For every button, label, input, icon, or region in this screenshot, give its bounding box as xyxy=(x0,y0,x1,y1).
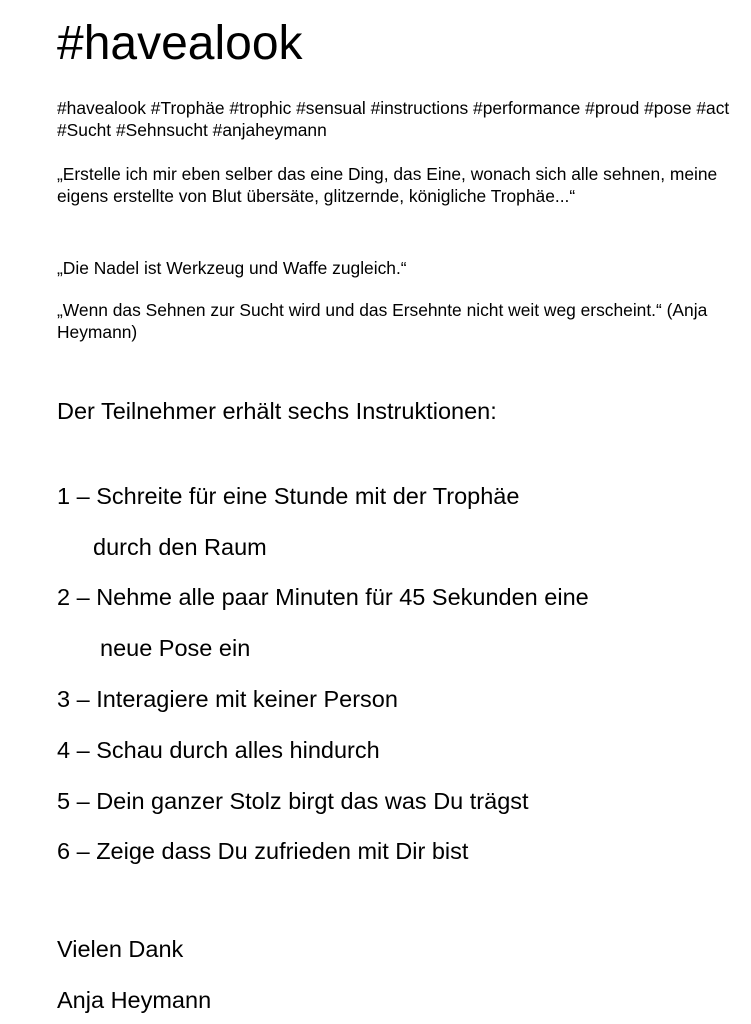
instruction-3: 3 – Interagiere mit keiner Person xyxy=(57,686,398,712)
author-signature: Anja Heymann xyxy=(57,987,212,1013)
instruction-1: 1 – Schreite für eine Stunde mit der Trophäe xyxy=(57,483,520,509)
quote-longing: „Wenn das Sehnen zur Sucht wird und das Ersehnte nicht weit weg erscheint.“ (Anja Heymann) xyxy=(57,300,708,342)
instruction-1-continuation: durch den Raum xyxy=(93,534,267,560)
instruction-5: 5 – Dein ganzer Stolz birgt das was Du trägst xyxy=(57,788,529,814)
instruction-6: 6 – Zeige dass Du zufrieden mit Dir bist xyxy=(57,838,469,864)
page-title: #havealook xyxy=(57,17,303,70)
instruction-2-continuation: neue Pose ein xyxy=(100,635,251,661)
quote-trophy: „Erstelle ich mir eben selber das eine Ding, das Eine, wonach sich alle sehnen, meine eigens erstellte von Blut übersäte, glitzernde, königliche Trophäe...“ xyxy=(57,164,718,206)
quote-needle: „Die Nadel ist Werkzeug und Waffe zugleich.“ xyxy=(57,258,407,278)
instructions-intro: Der Teilnehmer erhält sechs Instruktionen: xyxy=(57,398,497,424)
instruction-2: 2 – Nehme alle paar Minuten für 45 Sekunden eine xyxy=(57,584,589,610)
hashtag-list: #havealook #Trophäe #trophic #sensual #instructions #performance #proud #pose #act #Sucht #Sehnsucht #anjaheymann xyxy=(57,98,730,140)
closing-thanks: Vielen Dank xyxy=(57,936,184,962)
instruction-4: 4 – Schau durch alles hindurch xyxy=(57,737,380,763)
